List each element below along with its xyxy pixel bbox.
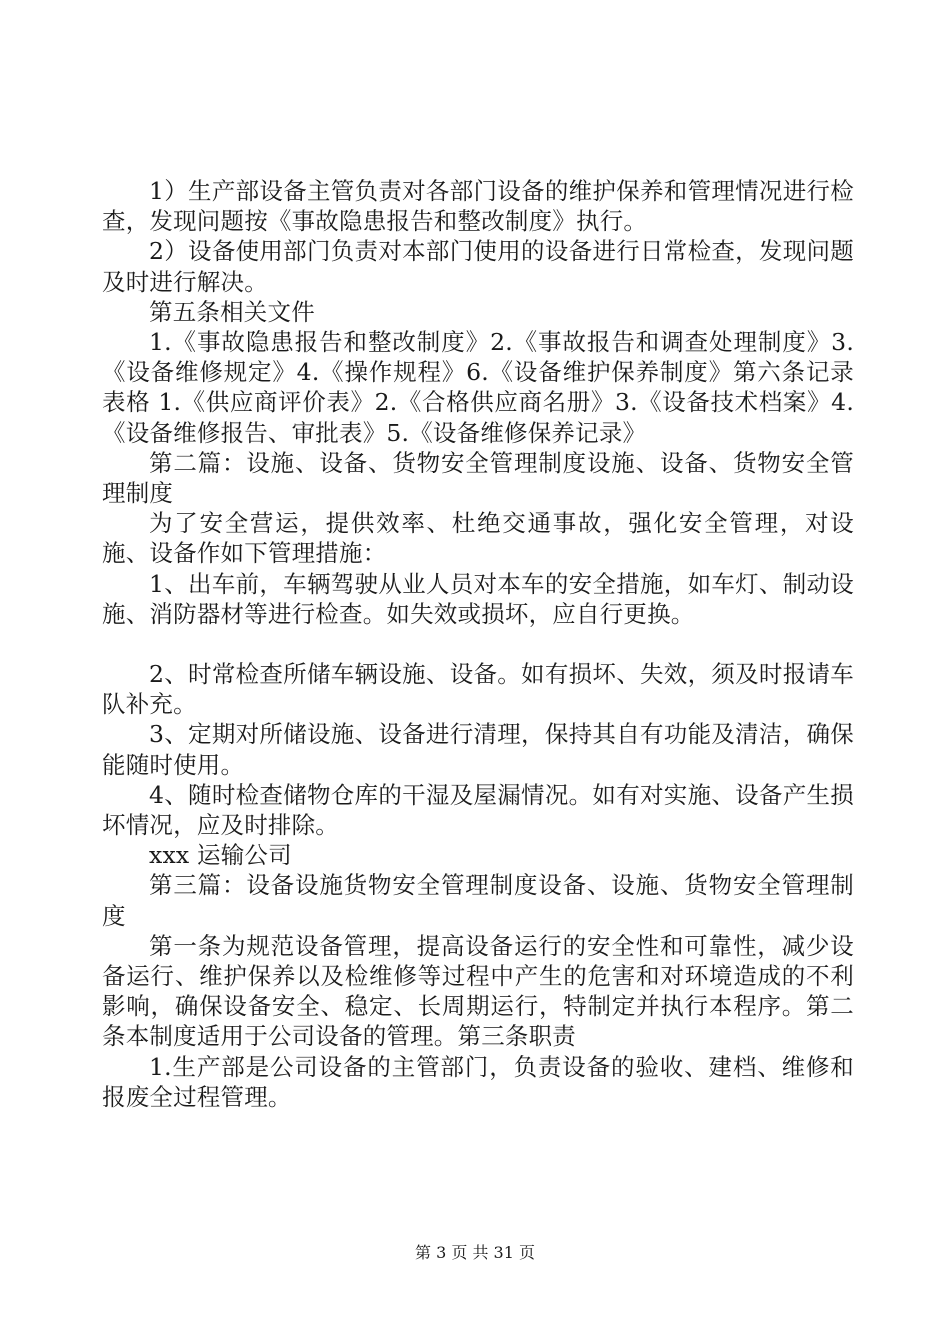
paragraph-1: 1）生产部设备主管负责对各部门设备的维护保养和管理情况进行检查，发现问题按《事故隐患报告和整改制度》执行。 [102, 177, 854, 236]
paragraph-related-documents: 1.《事故隐患报告和整改制度》2.《事故报告和调查处理制度》3.《设备维修规定》4.《操作规程》6.《设备维护保养制度》第六条记录表格 1.《供应商评价表》2.《合格供应商名册》3.《设备技术档案》4.《设备维修报告、审批表》5.《设备维修保养记录》 [102, 328, 854, 447]
page-footer [0, 1242, 950, 1264]
list-item-2: 2、时常检查所储车辆设施、设备。如有损坏、失效，须及时报请车队补充。 [102, 660, 854, 719]
paragraph-intro-measures: 为了安全营运，提供效率、杜绝交通事故，强化安全管理，对设施、设备作如下管理措施： [102, 509, 854, 568]
paragraph-article-1: 第一条为规范设备管理，提高设备运行的安全性和可靠性，减少设备运行、维护保养以及检维修等过程中产生的危害和对环境造成的不利影响，确保设备安全、稳定、长周期运行，特制定并执行本程序。第二条本制度适用于公司设备的管理。第三条职责 [102, 931, 854, 1051]
section-heading-article-5: 第五条相关文件 [149, 297, 315, 326]
page-number: 第 3 页 共 31 页 [415, 1243, 535, 1262]
chapter-heading-2: 第二篇：设施、设备、货物安全管理制度设施、设备、货物安全管理制度 [102, 448, 854, 508]
chapter-heading-3: 第三篇：设备设施货物安全管理制度设备、设施、货物安全管理制度 [102, 871, 854, 930]
company-signature: xxx 运输公司 [149, 841, 292, 870]
document-body [102, 176, 854, 1112]
list-item-3: 3、定期对所储设施、设备进行清理，保持其自有功能及清洁，确保能随时使用。 [102, 720, 854, 779]
list-item-1: 1、出车前，车辆驾驶从业人员对本车的安全措施，如车灯、制动设施、消防器材等进行检查。如失效或损坏，应自行更换。 [102, 569, 854, 628]
paragraph-2: 2）设备使用部门负责对本部门使用的设备进行日常检查，发现问题及时进行解决。 [102, 237, 854, 296]
paragraph-responsibility-1: 1.生产部是公司设备的主管部门，负责设备的验收、建档、维修和报废全过程管理。 [102, 1052, 854, 1111]
list-item-4: 4、随时检查储物仓库的干湿及屋漏情况。如有对实施、设备产生损坏情况，应及时排除。 [102, 780, 854, 840]
